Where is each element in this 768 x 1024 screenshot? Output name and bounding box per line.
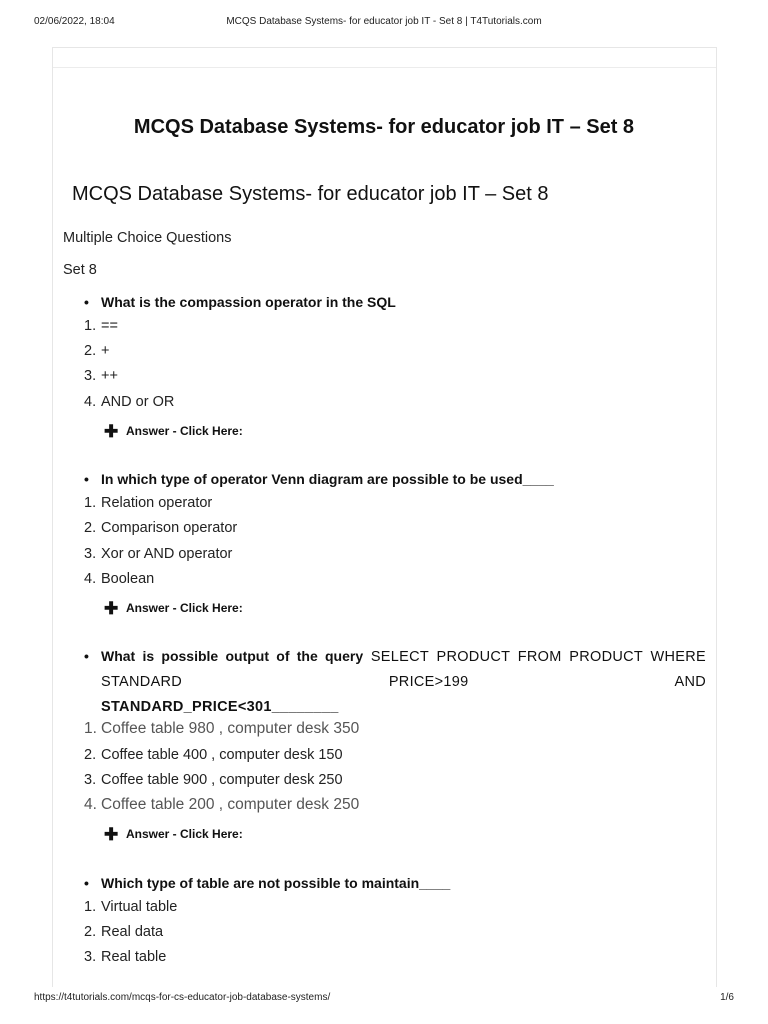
question-3-option-3: 3.Coffee table 900 , computer desk 250 [84,772,343,788]
question-2-text: In which type of operator Venn diagram are possible to be used____ [101,471,554,487]
question-4-text: Which type of table are not possible to maintain____ [101,875,451,891]
question-2-option-3: 3.Xor or AND operator [84,546,233,562]
plus-icon: ✚ [104,599,119,618]
question-2-answer-toggle[interactable] [104,599,243,619]
bullet-icon: • [84,471,89,487]
plus-icon: ✚ [104,825,119,844]
question-3-text-cont: STANDARD_PRICE<301________ [101,699,339,715]
bullet-icon: • [84,875,89,891]
question-3-option-1: 1.Coffee table 980 , computer desk 350 [84,720,360,737]
article-title: MCQS Database Systems- for educator job IT – Set 8 [133,116,635,138]
question-2-option-2: 2.Comparison operator [84,520,238,536]
question-3-option-4: 4.Coffee table 200 , computer desk 250 [84,796,360,813]
question-1-option-4: 4.AND or OR [84,394,175,410]
question-3 [84,644,706,719]
question-4-option-2: 2.Real data [84,924,164,940]
print-header [34,16,734,30]
question-1-text: What is the compassion operator in the SQL [101,294,396,310]
question-3-text: What is possible output of the query SELECT PRODUCT FROM PRODUCT WHERE STANDARD PRICE>199 AND [101,648,706,690]
print-url: https://t4tutorials.com/mcqs-for-cs-educator-job-database-systems/ [34,992,331,1003]
question-1-option-2: 2.+ [84,343,110,359]
question-2 [84,471,706,487]
card-divider [53,67,716,68]
question-4-option-3: 3.Real table [84,949,167,965]
question-4-option-1: 1.Virtual table [84,899,178,915]
print-page-title: MCQS Database Systems- for educator job IT - Set 8 | T4Tutorials.com [226,16,542,27]
answer-label: Answer - Click Here: [126,424,243,438]
question-1 [84,294,706,310]
question-1-option-3: 3.++ [84,368,118,384]
print-date: 02/06/2022, 18:04 [34,16,115,27]
article-subtitle: MCQS Database Systems- for educator job IT – Set 8 [72,183,549,205]
question-1-option-1: 1.== [84,318,118,334]
question-1-answer-toggle[interactable] [104,422,243,442]
answer-label: Answer - Click Here: [126,601,243,615]
plus-icon: ✚ [104,422,119,441]
question-3-answer-toggle[interactable] [104,825,243,845]
answer-label: Answer - Click Here: [126,827,243,841]
question-2-option-1: 1.Relation operator [84,495,213,511]
question-3-option-2: 2.Coffee table 400 , computer desk 150 [84,747,343,763]
question-2-option-4: 4.Boolean [84,571,155,587]
bullet-icon: • [84,648,89,664]
set-label: Set 8 [63,262,97,278]
page-number: 1/6 [720,992,734,1003]
intro-text: Multiple Choice Questions [63,230,232,246]
bullet-icon: • [84,294,89,310]
print-footer [34,992,734,1006]
question-4 [84,875,706,891]
